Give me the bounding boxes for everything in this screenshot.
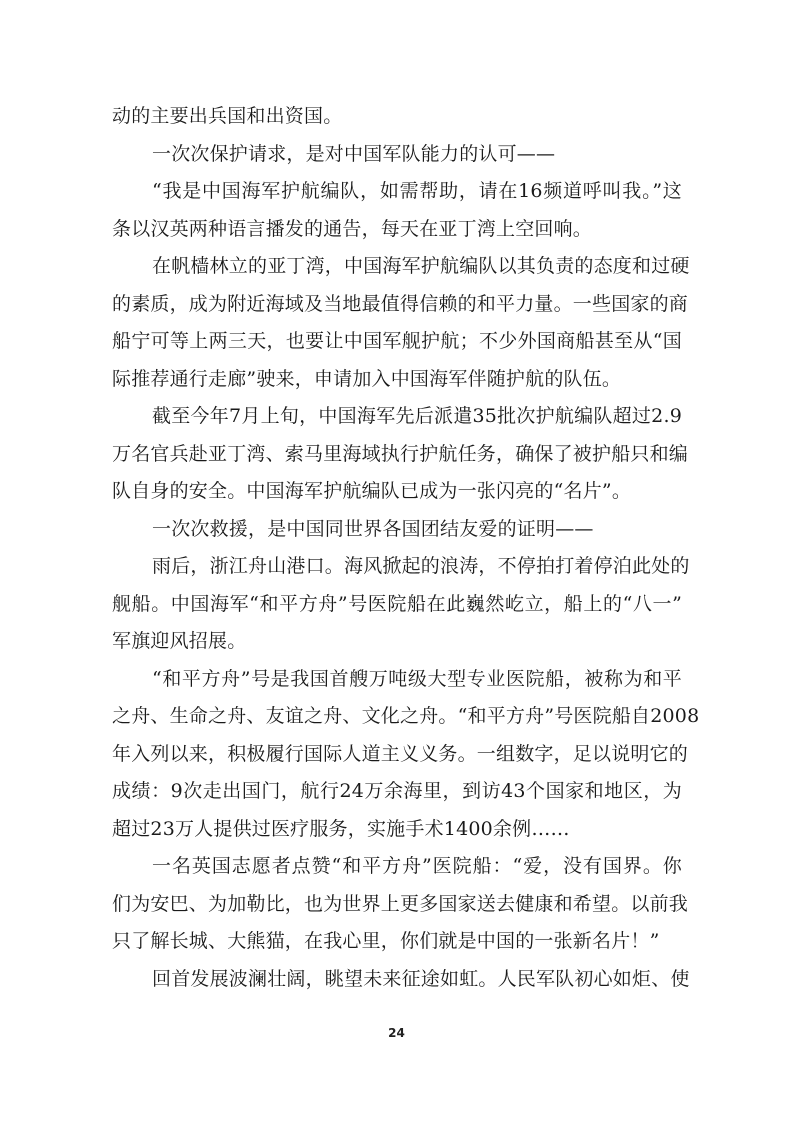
text-line: 一名英国志愿者点赞“和平方舟”医院船：“爱，没有国界。你 [152,855,682,877]
text-line: 队自身的安全。中国海军护航编队已成为一张闪亮的“名片”。 [112,480,632,502]
text-line: “和平方舟”号是我国首艘万吨级大型专业医院船，被称为和平 [152,667,682,690]
text-line: 舰船。中国海军“和平方舟”号医院船在此巍然屹立，船上的“八一” [112,592,682,615]
text-line: 的素质，成为附近海域及当地最值得信赖的和平力量。一些国家的商 [112,292,689,315]
text-line: 动的主要出兵国和出资国。 [112,105,343,127]
body-text [112,98,700,998]
text-line: 们为安巴、为加勒比，也为世界上更多国家送去健康和希望。以前我 [112,892,689,915]
text-line: 截至今年7月上旬，中国海军先后派遣35批次护航编队超过2.9 [152,405,682,427]
text-line: 际推荐通行走廊”驶来，申请加入中国海军伴随护航的队伍。 [112,367,622,390]
text-line: “我是中国海军护航编队，如需帮助，请在16频道呼叫我。”这 [152,180,682,202]
text-line: 成绩：9次走出国门，航行24万余海里，到访43个国家和地区，为 [112,780,682,802]
text-line: 雨后，浙江舟山港口。海风掀起的浪涛，不停拍打着停泊此处的 [152,555,690,577]
text-line: 回首发展波澜壮阔，眺望未来征途如虹。人民军队初心如炬、使 [152,967,690,990]
page-number: 24 [388,1026,405,1040]
text-line: 一次次救援，是中国同世界各国团结友爱的证明—— [152,517,594,540]
text-line: 条以汉英两种语言播发的通告，每天在亚丁湾上空回响。 [112,217,593,240]
text-line: 军旗迎风招展。 [112,630,247,652]
text-line: 只了解长城、大熊猫，在我心里，你们就是中国的一张新名片！” [112,930,660,952]
text-line: 万名官兵赴亚丁湾、索马里海域执行护航任务，确保了被护船只和编 [112,442,689,465]
text-line: 在帆樯林立的亚丁湾，中国海军护航编队以其负责的态度和过硬 [152,255,690,277]
text-line: 之舟、生命之舟、友谊之舟、文化之舟。“和平方舟”号医院船自2008 [112,705,700,727]
text-line: 年入列以来，积极履行国际人道主义义务。一组数字，足以说明它的 [112,742,689,765]
text-line: 船宁可等上两三天，也要让中国军舰护航；不少外国商船甚至从“国 [112,330,682,352]
text-line: 超过23万人提供过医疗服务，实施手术1400余例…… [112,817,570,840]
text-line: 一次次保护请求，是对中国军队能力的认可—— [152,142,556,165]
